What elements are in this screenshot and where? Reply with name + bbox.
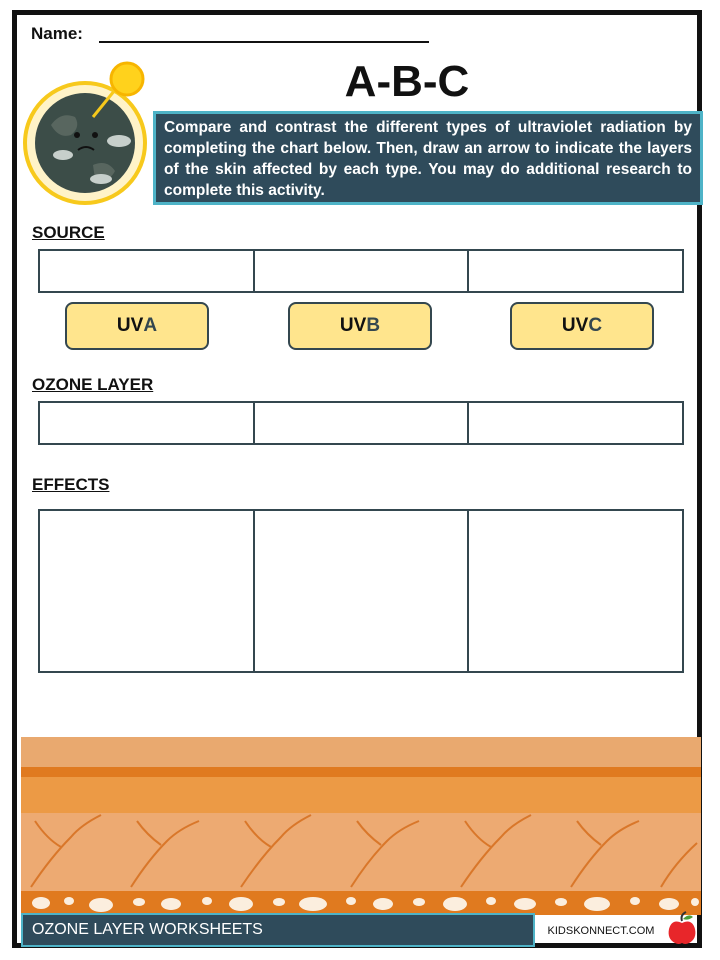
instructions-box: Compare and contrast the different types of ultraviolet radiation by completing the chart below. Then, draw an arrow to indicate the layers of the skin affected by each type. You may do additional research to complete this activity. xyxy=(153,111,703,205)
ozone-heading: OZONE LAYER xyxy=(32,375,154,394)
ozone-cell-uvb[interactable] xyxy=(255,403,470,443)
source-cell-uva[interactable] xyxy=(40,251,255,291)
footer-title: OZONE LAYER WORKSHEETS xyxy=(21,913,535,947)
effects-cell-uvb[interactable] xyxy=(255,511,470,671)
effects-heading: EFFECTS xyxy=(32,475,110,494)
page-title: A-B-C xyxy=(344,57,470,106)
source-heading: SOURCE xyxy=(32,223,105,242)
uvc-label xyxy=(510,302,654,350)
uv-suffix: B xyxy=(366,315,381,336)
uv-suffix: C xyxy=(588,315,603,336)
ozone-row xyxy=(38,401,684,445)
uv-prefix: UV xyxy=(339,315,367,336)
ozone-cell-uvc[interactable] xyxy=(469,403,682,443)
effects-row xyxy=(38,509,684,673)
uvb-label xyxy=(288,302,432,350)
uv-suffix: A xyxy=(143,315,158,336)
worksheet-page xyxy=(12,10,702,948)
uv-prefix: UV xyxy=(561,315,589,336)
name-label: Name: xyxy=(31,24,83,43)
effects-cell-uva[interactable] xyxy=(40,511,255,671)
name-field[interactable] xyxy=(99,41,429,43)
sad-earth-sun-illustration xyxy=(23,55,153,210)
effects-cell-uvc[interactable] xyxy=(469,511,682,671)
source-cell-uvc[interactable] xyxy=(469,251,682,291)
source-row xyxy=(38,249,684,293)
footer-website: KIDSKONNECT.COM xyxy=(547,925,655,937)
source-cell-uvb[interactable] xyxy=(255,251,470,291)
skin-layers-illustration xyxy=(21,737,701,915)
ozone-cell-uva[interactable] xyxy=(40,403,255,443)
apple-icon xyxy=(667,911,697,950)
uva-label xyxy=(65,302,209,350)
uv-prefix: UV xyxy=(116,315,144,336)
